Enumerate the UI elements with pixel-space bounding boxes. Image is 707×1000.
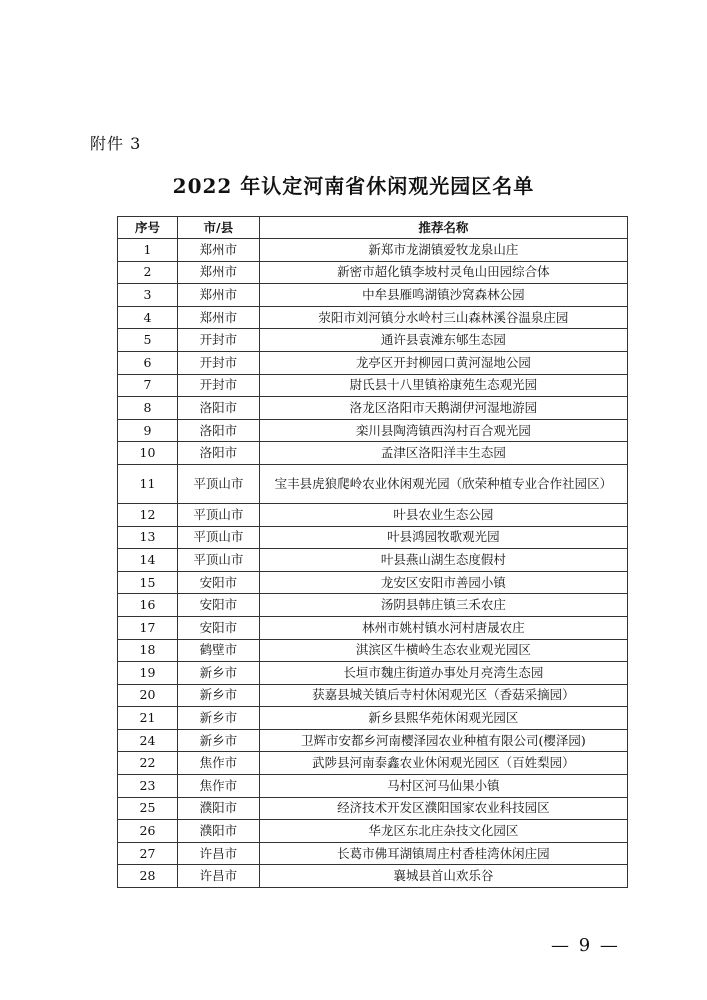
row-park-name: 叶县鸿园牧歌观光园 (259, 526, 627, 549)
row-index: 17 (118, 616, 178, 639)
row-park-name: 汤阴县韩庄镇三禾农庄 (259, 594, 627, 617)
table-row (118, 594, 628, 617)
table-row (118, 329, 628, 352)
table-row (118, 684, 628, 707)
row-city: 洛阳市 (177, 442, 259, 465)
row-index: 27 (118, 842, 178, 865)
row-index: 5 (118, 329, 178, 352)
table-row (118, 842, 628, 865)
row-city: 新乡市 (177, 729, 259, 752)
table-row (118, 464, 628, 503)
row-index: 19 (118, 662, 178, 685)
row-index: 7 (118, 374, 178, 397)
table-row (118, 571, 628, 594)
row-park-name: 通许县袁滩东郇生态园 (259, 329, 627, 352)
table-row (118, 662, 628, 685)
row-city: 郑州市 (177, 239, 259, 262)
row-city: 焦作市 (177, 752, 259, 775)
row-city: 新乡市 (177, 684, 259, 707)
row-index: 28 (118, 865, 178, 888)
row-city: 安阳市 (177, 616, 259, 639)
row-city: 许昌市 (177, 865, 259, 888)
row-park-name: 新乡县熙华苑休闲观光园区 (259, 707, 627, 730)
table-row (118, 306, 628, 329)
row-index: 22 (118, 752, 178, 775)
header-name: 推荐名称 (259, 217, 627, 239)
row-index: 15 (118, 571, 178, 594)
row-index: 4 (118, 306, 178, 329)
row-park-name: 获嘉县城关镇后寺村休闲观光区（香菇采摘园） (259, 684, 627, 707)
row-park-name: 叶县农业生态公园 (259, 503, 627, 526)
row-park-name: 栾川县陶湾镇西沟村百合观光园 (259, 419, 627, 442)
table-row (118, 639, 628, 662)
table-row (118, 797, 628, 820)
row-index: 10 (118, 442, 178, 465)
row-park-name: 龙安区安阳市善园小镇 (259, 571, 627, 594)
row-park-name: 林州市姚村镇水河村唐晟农庄 (259, 616, 627, 639)
row-park-name: 卫辉市安都乡河南樱泽园农业种植有限公司(樱泽园) (259, 729, 627, 752)
park-list-table (117, 216, 628, 888)
row-index: 20 (118, 684, 178, 707)
row-city: 开封市 (177, 351, 259, 374)
table-row (118, 526, 628, 549)
row-index: 25 (118, 797, 178, 820)
row-city: 平顶山市 (177, 464, 259, 503)
row-park-name: 尉氏县十八里镇裕康苑生态观光园 (259, 374, 627, 397)
row-city: 新乡市 (177, 662, 259, 685)
table-row (118, 707, 628, 730)
table-row (118, 239, 628, 262)
row-city: 濮阳市 (177, 820, 259, 843)
row-park-name: 荥阳市刘河镇分水岭村三山森林溪谷温泉庄园 (259, 306, 627, 329)
table-row (118, 820, 628, 843)
table-header-row (118, 217, 628, 239)
page-number: — 9 — (551, 935, 620, 956)
row-index: 21 (118, 707, 178, 730)
row-index: 26 (118, 820, 178, 843)
table-row (118, 261, 628, 284)
row-city: 洛阳市 (177, 419, 259, 442)
row-city: 安阳市 (177, 594, 259, 617)
row-park-name: 孟津区洛阳洋丰生态园 (259, 442, 627, 465)
row-index: 18 (118, 639, 178, 662)
table-row (118, 284, 628, 307)
row-park-name: 经济技术开发区濮阳国家农业科技园区 (259, 797, 627, 820)
row-index: 3 (118, 284, 178, 307)
row-city: 郑州市 (177, 261, 259, 284)
row-park-name: 马村区河马仙果小镇 (259, 775, 627, 798)
table-row (118, 775, 628, 798)
row-city: 郑州市 (177, 284, 259, 307)
row-index: 24 (118, 729, 178, 752)
attachment-label: 附件 3 (90, 134, 142, 153)
row-city: 濮阳市 (177, 797, 259, 820)
row-index: 13 (118, 526, 178, 549)
row-park-name: 长垣市魏庄街道办事处月亮湾生态园 (259, 662, 627, 685)
row-index: 6 (118, 351, 178, 374)
table-row (118, 374, 628, 397)
row-park-name: 新密市超化镇李坡村灵龟山田园综合体 (259, 261, 627, 284)
table-row (118, 351, 628, 374)
table-row (118, 729, 628, 752)
row-park-name: 新郑市龙湖镇爱牧龙泉山庄 (259, 239, 627, 262)
row-index: 23 (118, 775, 178, 798)
row-park-name: 华龙区东北庄杂技文化园区 (259, 820, 627, 843)
row-park-name: 淇滨区牛横岭生态农业观光园区 (259, 639, 627, 662)
table-row (118, 397, 628, 420)
row-city: 鹤壁市 (177, 639, 259, 662)
row-park-name: 洛龙区洛阳市天鹅湖伊河湿地游园 (259, 397, 627, 420)
row-index: 16 (118, 594, 178, 617)
row-park-name: 武陟县河南泰鑫农业休闲观光园区（百姓梨园） (259, 752, 627, 775)
row-city: 洛阳市 (177, 397, 259, 420)
row-city: 平顶山市 (177, 549, 259, 572)
row-city: 许昌市 (177, 842, 259, 865)
page-title: 2022 年认定河南省休闲观光园区名单 (172, 174, 535, 198)
row-city: 郑州市 (177, 306, 259, 329)
row-park-name: 龙亭区开封柳园口黄河湿地公园 (259, 351, 627, 374)
row-park-name: 叶县燕山湖生态度假村 (259, 549, 627, 572)
row-index: 11 (118, 464, 178, 503)
table-row (118, 419, 628, 442)
row-index: 1 (118, 239, 178, 262)
table-row (118, 865, 628, 888)
table-row (118, 549, 628, 572)
row-park-name: 长葛市佛耳湖镇周庄村香桂湾休闲庄园 (259, 842, 627, 865)
row-city: 开封市 (177, 329, 259, 352)
row-city: 安阳市 (177, 571, 259, 594)
header-index: 序号 (118, 217, 178, 239)
row-city: 平顶山市 (177, 503, 259, 526)
table-row (118, 616, 628, 639)
table-row (118, 752, 628, 775)
header-city: 市/县 (177, 217, 259, 239)
row-city: 新乡市 (177, 707, 259, 730)
row-city: 平顶山市 (177, 526, 259, 549)
row-index: 9 (118, 419, 178, 442)
row-city: 开封市 (177, 374, 259, 397)
row-index: 12 (118, 503, 178, 526)
row-park-name: 中牟县雁鸣湖镇沙窝森林公园 (259, 284, 627, 307)
row-city: 焦作市 (177, 775, 259, 798)
row-park-name: 宝丰县虎狼爬岭农业休闲观光园（欣荣种植专业合作社园区） (259, 464, 627, 503)
table-row (118, 442, 628, 465)
table-row (118, 503, 628, 526)
row-index: 14 (118, 549, 178, 572)
row-index: 8 (118, 397, 178, 420)
table-body (118, 239, 628, 888)
row-park-name: 襄城县首山欢乐谷 (259, 865, 627, 888)
row-index: 2 (118, 261, 178, 284)
